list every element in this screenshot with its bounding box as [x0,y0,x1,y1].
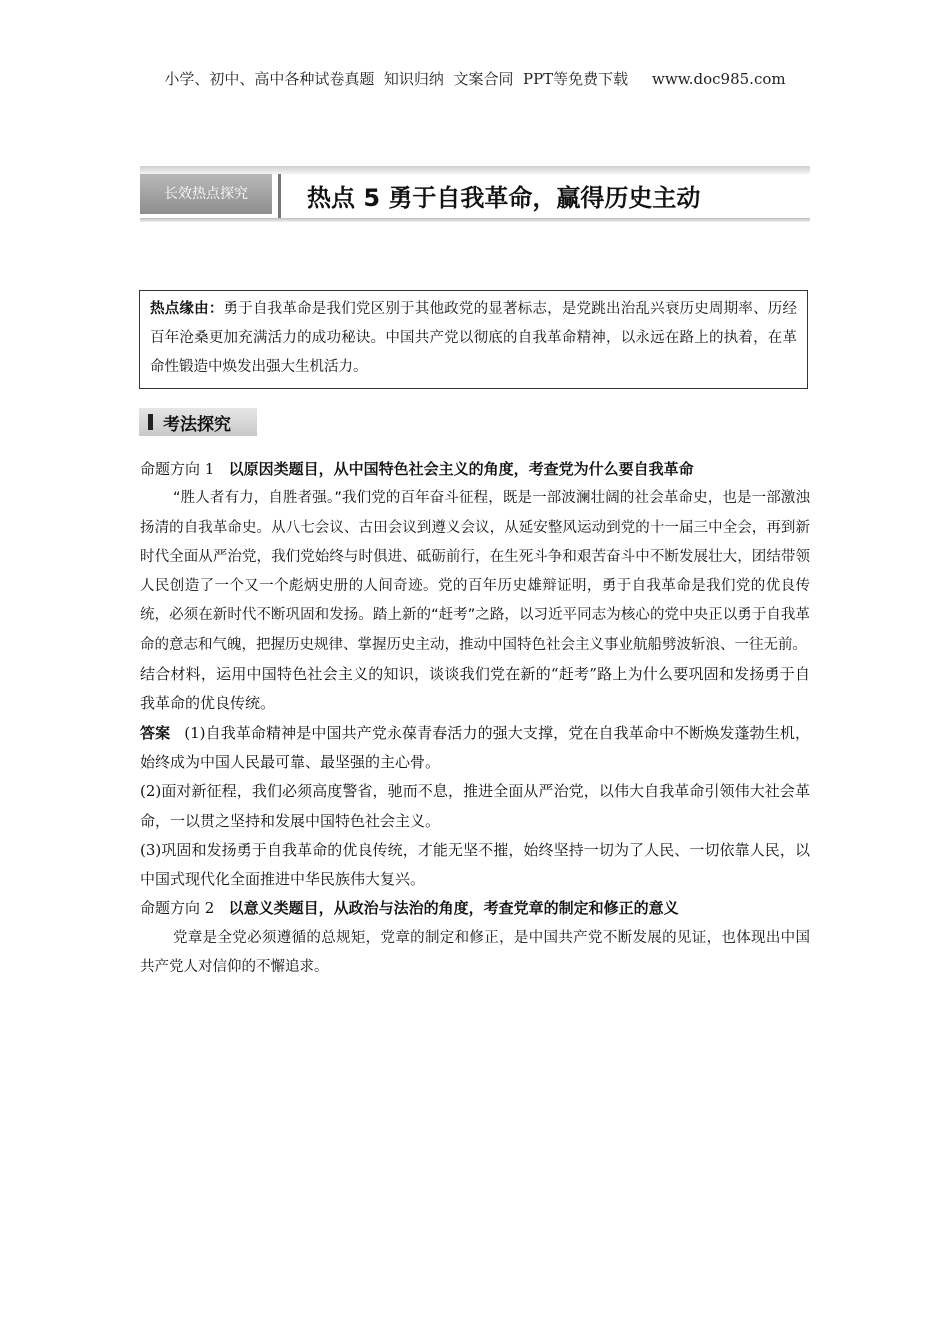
page-header: 小学、初中、高中各种试卷真题 知识归纳 文案合同 PPT等免费下载 www.doc985.com [164,70,786,88]
question-1: 结合材料，运用中国特色社会主义的知识，谈谈我们党在新的“赶考”路上为什么要巩固和发扬勇于自我革命的优良传统。 [140,665,810,713]
direction-1-label: 命题方向 1 [140,460,215,478]
hotspot-label: 热点缘由： [150,301,224,317]
material-1: “胜人者有力，自胜者强。”我们党的百年奋斗征程，既是一部波澜壮阔的社会革命史，也是一部激浊扬清的自我革命史。从八七会议、古田会议到遵义会议，从延安整风运动到党的十一届三中全会，再到新时代全面从严治党，我们党始终与时俱进、砥砺前行，在生死斗争和艰苦奋斗中不断发展壮大，团结带领人民创造了一个又一个彪炳史册的人间奇迹。党的百年历史雄辩证明，勇于自我革命是我们党的优良传统，必须在新时代不断巩固和发扬。踏上新的“赶考”之路，以习近平同志为核心的党中央正以勇于自我革命的意志和气魄，把握历史规律、掌握历史主动，推动中国特色社会主义事业航船劈波斩浪、一往无前。 [140,490,810,653]
hotspot-text: 勇于自我革命是我们党区别于其他政党的显著标志，是党跳出治乱兴衰历史周期率、历经百年沧桑更加充满活力的成功秘诀。中国共产党以彻底的自我革命精神，以永远在路上的执着，在革命性锻造中焕发出强大生机活力。 [150,301,797,375]
answer-label: 答案 [140,723,171,742]
answer-point-1-text: (1)自我革命精神是中国共产党永葆青春活力的强大支撑，党在自我革命中不断焕发蓬勃生机，始终成为中国人民最可靠、最坚强的主心骨。 [140,723,810,771]
hotspot-reason-box [139,290,808,389]
title-bar [140,166,810,222]
direction-1-text: 以原因类题目，从中国特色社会主义的角度，考查党为什么要自我革命 [228,460,694,478]
title-bar-underline [140,218,810,222]
answer-point-3: (3)巩固和发扬勇于自我革命的优良传统，才能无坚不摧，始终坚持一切为了人民、一切依靠人民，以中国式现代化全面推进中华民族伟大复兴。 [140,840,810,889]
section-tag: 长效热点探究 [140,174,272,214]
section-marker-icon [148,414,153,430]
section-heading [139,408,257,436]
page-title: 热点 5 勇于自我革命，赢得历史主动 [307,184,701,212]
answer-point-1 [140,719,810,778]
direction-2-text: 以意义类题目，从政治与法治的角度，考查党章的制定和修正的意义 [228,899,679,918]
answer-point-2: (2)面对新征程，我们必须高度警省，驰而不息，推进全面从严治党，以伟大自我革命引领伟大社会革命，一以贯之坚持和发展中国特色社会主义。 [140,782,810,830]
title-separator [278,174,281,218]
section-title: 考法探究 [163,415,231,435]
direction-1 [140,455,810,484]
material-2: 党章是全党必须遵循的总规矩，党章的制定和修正，是中国共产党不断发展的见证，也体现出中国共产党人对信仰的不懈追求。 [140,929,810,976]
title-bar-shade [140,166,810,174]
direction-2-label: 命题方向 2 [140,899,215,918]
main-content [140,455,810,982]
direction-2 [140,894,810,923]
